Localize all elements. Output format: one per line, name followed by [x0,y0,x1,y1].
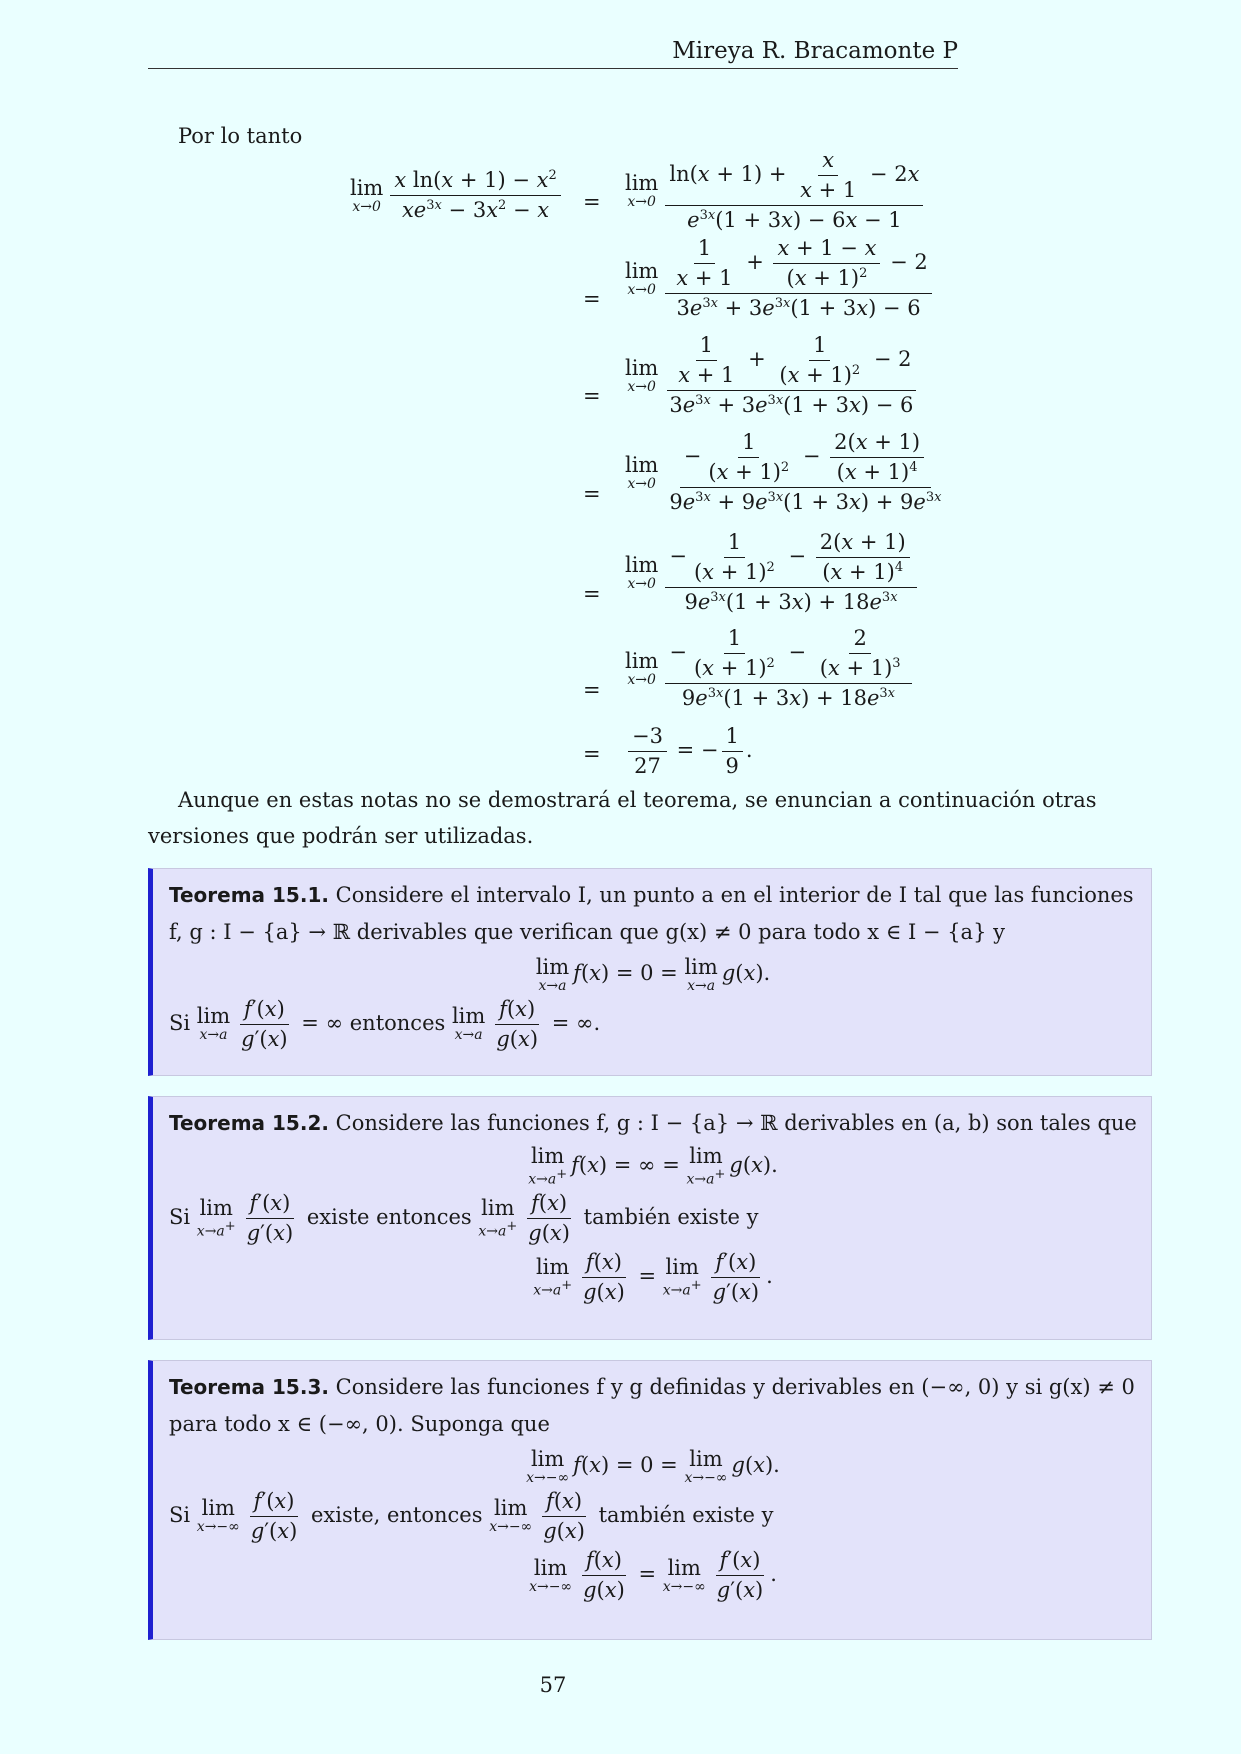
theorem-formula: lim x→a f(x) = 0 = lim x→a g(x). [535,954,771,994]
intro-text: Por lo tanto [178,124,303,148]
theorem-formula: lim x→−∞ f(x) = 0 = lim x→−∞ g(x). [526,1446,780,1486]
theorem-conclusion: Si lim x→a+ $\frac{f'(x)}{g'(x)}$ existe entonces lim x→a+ $\frac{f(x)}{g(x)}$ también existe y [169,1190,759,1245]
theorem-15-2 [148,1096,1152,1340]
theorem-formula-2: lim x→−∞ $\frac{f(x)}{g(x)}$ = lim x→−∞ $\frac{f'(x)}{g'(x)}$ . [529,1547,777,1603]
theorem-conclusion: Si lim x→a $\frac{f'(x)}{g'(x)}$ = ∞ entonces lim x→a $\frac{f(x)}{g(x)}$ = ∞. [169,996,601,1051]
theorem-label: Teorema 15.3. [169,1375,329,1399]
lhs-limit: lim x→0 $\frac{x \ln(x + 1) - x^2}{xe^{3x} - 3x^2 - x}$ [350,168,564,223]
theorem-15-3 [148,1360,1152,1640]
theorem-15-1 [148,868,1152,1076]
theorem-formula: lim x→a+ f(x) = ∞ = lim x→a+ g(x). [528,1144,778,1188]
theorem-text: Considere el intervalo I, un punto a en el interior de I tal que las funciones f, g : I − {a} → ℝ derivables que verifican que g(x) ≠ 0 para todo x ∈ I − {a} y [169,883,1134,944]
theorem-text: Considere las funciones f, g : I − {a} → ℝ derivables en (a, b) son tales que [335,1111,1137,1135]
theorem-text: Considere las funciones f y g definidas y derivables en (−∞, 0) y si g(x) ≠ 0 para todo x ∈ (−∞, 0). Suponga que [169,1375,1135,1436]
theorem-label: Teorema 15.1. [169,883,329,907]
page-number: 57 [539,1673,567,1697]
theorem-conclusion: Si lim x→−∞ $\frac{f'(x)}{g'(x)}$ existe, entonces lim x→−∞ $\frac{f(x)}{g(x)}$ también existe y [169,1488,774,1543]
running-header: Mireya R. Bracamonte P [148,38,958,69]
theorem-label: Teorema 15.2. [169,1111,329,1135]
theorem-formula-2: lim x→a+ $\frac{f(x)}{g(x)}$ = lim x→a+ $\frac{f'(x)}{g'(x)}$ . [533,1250,773,1305]
body-paragraph: Aunque en estas notas no se demostrará el teorema, se enuncian a continuación otras versiones que podrán ser utilizadas. [148,788,1097,848]
